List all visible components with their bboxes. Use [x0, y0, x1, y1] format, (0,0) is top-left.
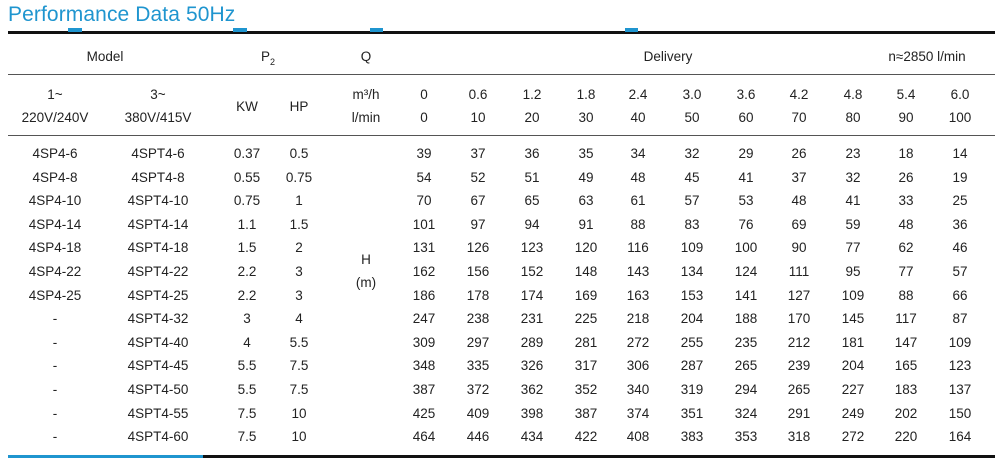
head-value: 152 — [520, 264, 544, 279]
head-value: 126 — [466, 240, 490, 255]
head-value: 297 — [466, 335, 490, 350]
head-value: 53 — [738, 193, 754, 208]
head-value: 131 — [412, 240, 436, 255]
head-value: 335 — [466, 358, 490, 373]
model-single-phase: 4SP4-22 — [28, 264, 82, 279]
power-hp: 7.5 — [289, 358, 309, 373]
head-value: 45 — [684, 170, 700, 185]
head-value: 109 — [841, 288, 865, 303]
header-q: Q — [360, 49, 372, 64]
head-value: 33 — [898, 193, 914, 208]
head-value: 156 — [466, 264, 490, 279]
head-value: 90 — [791, 240, 807, 255]
header-kw: KW — [236, 99, 258, 114]
flow-lmin-value: 90 — [898, 110, 914, 125]
head-value: 147 — [894, 335, 918, 350]
head-value: 109 — [680, 240, 704, 255]
head-value: 352 — [574, 382, 598, 397]
model-single-phase: 4SP4-8 — [32, 170, 78, 185]
head-value: 14 — [952, 146, 968, 161]
head-value: 137 — [948, 382, 972, 397]
head-value: 95 — [845, 264, 861, 279]
head-value: 94 — [524, 217, 540, 232]
head-value: 66 — [952, 288, 968, 303]
flow-lmin-value: 80 — [845, 110, 861, 125]
power-kw: 1.1 — [237, 217, 257, 232]
power-hp: 2 — [295, 240, 303, 255]
power-hp: 10 — [291, 406, 307, 421]
model-three-phase: 4SPT4-8 — [131, 170, 185, 185]
head-value: 326 — [520, 358, 544, 373]
power-kw: 0.37 — [233, 146, 261, 161]
head-value: 306 — [626, 358, 650, 373]
power-kw: 7.5 — [237, 429, 257, 444]
power-kw: 2.2 — [237, 264, 257, 279]
head-value: 51 — [524, 170, 540, 185]
head-value: 188 — [734, 311, 758, 326]
head-value: 387 — [574, 406, 598, 421]
head-value: 117 — [895, 311, 917, 326]
head-value: 48 — [791, 193, 807, 208]
flow-m3h-value: 0.6 — [468, 87, 488, 102]
head-value: 39 — [416, 146, 432, 161]
power-kw: 5.5 — [237, 382, 257, 397]
power-hp: 10 — [291, 429, 307, 444]
head-value: 374 — [626, 406, 650, 421]
head-value: 398 — [520, 406, 544, 421]
head-value: 204 — [680, 311, 704, 326]
power-kw: 0.55 — [233, 170, 261, 185]
head-value: 134 — [680, 264, 704, 279]
model-three-phase: 4SPT4-25 — [127, 288, 189, 303]
head-value: 23 — [845, 146, 861, 161]
head-value: 235 — [734, 335, 758, 350]
flow-lmin-value: 0 — [420, 110, 428, 125]
header-three-phase-voltage: 380V/415V — [124, 110, 192, 125]
head-value: 309 — [412, 335, 436, 350]
flow-m3h-value: 2.4 — [628, 87, 648, 102]
head-value: 289 — [520, 335, 544, 350]
head-value: 18 — [898, 146, 914, 161]
head-value: 353 — [734, 429, 758, 444]
model-three-phase: 4SPT4-10 — [127, 193, 189, 208]
head-value: 186 — [412, 288, 436, 303]
header-unit-m3h: m³/h — [352, 87, 380, 102]
head-value: 183 — [894, 382, 918, 397]
head-value: 372 — [466, 382, 490, 397]
head-label: H — [361, 252, 371, 267]
head-value: 123 — [520, 240, 544, 255]
head-value: 272 — [841, 429, 865, 444]
head-value: 291 — [787, 406, 811, 421]
flow-m3h-value: 0 — [420, 87, 428, 102]
head-value: 34 — [630, 146, 646, 161]
head-value: 227 — [841, 382, 865, 397]
page-title: Performance Data 50Hz — [8, 3, 236, 26]
model-single-phase: - — [52, 311, 58, 326]
head-value: 124 — [734, 264, 758, 279]
head-value: 231 — [520, 311, 544, 326]
head-value: 218 — [626, 311, 650, 326]
head-value: 294 — [734, 382, 758, 397]
head-value: 174 — [520, 288, 544, 303]
model-single-phase: 4SP4-10 — [28, 193, 82, 208]
flow-m3h-value: 1.2 — [522, 87, 542, 102]
head-value: 319 — [680, 382, 704, 397]
model-three-phase: 4SPT4-60 — [127, 429, 189, 444]
model-three-phase: 4SPT4-18 — [127, 240, 189, 255]
head-value: 62 — [898, 240, 914, 255]
head-value: 153 — [680, 288, 704, 303]
head-value: 383 — [680, 429, 704, 444]
head-value: 26 — [791, 146, 807, 161]
head-value: 272 — [626, 335, 650, 350]
head-value: 204 — [841, 358, 865, 373]
head-value: 46 — [952, 240, 968, 255]
head-value: 54 — [416, 170, 432, 185]
head-value: 48 — [630, 170, 646, 185]
power-hp: 0.5 — [289, 146, 309, 161]
flow-m3h-value: 4.8 — [843, 87, 863, 102]
power-kw: 7.5 — [237, 406, 257, 421]
head-value: 409 — [466, 406, 490, 421]
header-hp: HP — [289, 99, 309, 114]
model-single-phase: 4SP4-25 — [28, 288, 82, 303]
power-kw: 1.5 — [237, 240, 257, 255]
head-value: 100 — [734, 240, 758, 255]
head-value: 238 — [466, 311, 490, 326]
model-single-phase: - — [52, 429, 58, 444]
flow-lmin-value: 70 — [791, 110, 807, 125]
power-hp: 1 — [295, 193, 303, 208]
flow-lmin-value: 40 — [630, 110, 646, 125]
model-single-phase: - — [52, 406, 58, 421]
header-single-phase-voltage: 220V/240V — [21, 110, 89, 125]
flow-lmin-value: 100 — [948, 110, 972, 125]
head-value: 340 — [626, 382, 650, 397]
head-value: 32 — [684, 146, 700, 161]
head-value: 49 — [578, 170, 594, 185]
head-value: 164 — [948, 429, 972, 444]
head-value: 464 — [412, 429, 436, 444]
power-hp: 0.75 — [285, 170, 313, 185]
head-value: 67 — [470, 193, 486, 208]
head-value: 143 — [626, 264, 650, 279]
model-single-phase: 4SP4-18 — [28, 240, 82, 255]
head-value: 150 — [948, 406, 972, 421]
power-kw: 2.2 — [237, 288, 257, 303]
flow-lmin-value: 10 — [470, 110, 486, 125]
head-value: 318 — [787, 429, 811, 444]
head-value: 265 — [734, 358, 758, 373]
model-three-phase: 4SPT4-14 — [127, 217, 189, 232]
head-value: 91 — [578, 217, 594, 232]
head-value: 249 — [841, 406, 865, 421]
head-value: 362 — [520, 382, 544, 397]
head-value: 181 — [841, 335, 865, 350]
head-value: 220 — [894, 429, 918, 444]
head-value: 41 — [845, 193, 861, 208]
flow-lmin-value: 20 — [524, 110, 540, 125]
head-value: 116 — [627, 240, 649, 255]
head-value: 422 — [574, 429, 598, 444]
head-value: 425 — [412, 406, 436, 421]
header-delivery: Delivery — [643, 49, 693, 64]
model-single-phase: 4SP4-6 — [32, 146, 78, 161]
head-value: 101 — [412, 217, 436, 232]
model-three-phase: 4SPT4-32 — [127, 311, 189, 326]
model-three-phase: 4SPT4-40 — [127, 335, 189, 350]
head-value: 163 — [626, 288, 650, 303]
model-three-phase: 4SPT4-45 — [127, 358, 189, 373]
head-value: 76 — [738, 217, 754, 232]
flow-lmin-value: 30 — [578, 110, 594, 125]
head-value: 57 — [952, 264, 968, 279]
head-value: 169 — [574, 288, 598, 303]
head-value: 145 — [841, 311, 865, 326]
head-value: 26 — [898, 170, 914, 185]
head-value: 69 — [791, 217, 807, 232]
head-value: 324 — [734, 406, 758, 421]
head-value: 36 — [952, 217, 968, 232]
head-value: 59 — [845, 217, 861, 232]
head-value: 88 — [898, 288, 914, 303]
head-value: 348 — [412, 358, 436, 373]
head-value: 123 — [948, 358, 972, 373]
power-hp: 3 — [295, 264, 303, 279]
head-value: 351 — [680, 406, 704, 421]
head-value: 97 — [470, 217, 486, 232]
head-value: 141 — [734, 288, 758, 303]
head-value: 202 — [894, 406, 918, 421]
head-value: 63 — [578, 193, 594, 208]
head-value: 52 — [470, 170, 486, 185]
head-value: 109 — [948, 335, 972, 350]
header-single-phase: 1~ — [47, 87, 63, 102]
head-value: 111 — [788, 264, 810, 279]
head-value: 41 — [738, 170, 754, 185]
head-value: 317 — [574, 358, 598, 373]
head-value: 87 — [952, 311, 968, 326]
header-p2-subscript: 2 — [270, 57, 276, 67]
head-value: 255 — [680, 335, 704, 350]
head-value: 48 — [898, 217, 914, 232]
head-value: 148 — [574, 264, 598, 279]
model-single-phase: - — [52, 382, 58, 397]
header-model: Model — [86, 49, 124, 64]
head-value: 83 — [684, 217, 700, 232]
head-value: 77 — [845, 240, 861, 255]
power-kw: 5.5 — [237, 358, 257, 373]
flow-m3h-value: 3.6 — [736, 87, 756, 102]
power-hp: 7.5 — [289, 382, 309, 397]
head-value: 29 — [738, 146, 754, 161]
power-hp: 1.5 — [289, 217, 309, 232]
flow-lmin-value: 50 — [684, 110, 700, 125]
header-p2-label: P — [260, 49, 270, 64]
power-kw: 0.75 — [233, 193, 261, 208]
flow-m3h-value: 5.4 — [896, 87, 916, 102]
head-value: 247 — [412, 311, 436, 326]
power-kw: 4 — [243, 335, 251, 350]
model-single-phase: - — [52, 358, 58, 373]
header-three-phase: 3~ — [150, 87, 166, 102]
head-value: 57 — [684, 193, 700, 208]
flow-lmin-value: 60 — [738, 110, 754, 125]
head-value: 37 — [470, 146, 486, 161]
model-three-phase: 4SPT4-22 — [127, 264, 189, 279]
head-value: 25 — [952, 193, 968, 208]
head-value: 162 — [412, 264, 436, 279]
model-three-phase: 4SPT4-55 — [127, 406, 189, 421]
head-value: 387 — [412, 382, 436, 397]
head-value: 225 — [574, 311, 598, 326]
head-value: 434 — [520, 429, 544, 444]
power-hp: 4 — [295, 311, 303, 326]
head-value: 127 — [787, 288, 811, 303]
head-value: 178 — [466, 288, 490, 303]
head-value: 35 — [578, 146, 594, 161]
bottom-accent — [8, 455, 203, 458]
flow-m3h-value: 6.0 — [950, 87, 970, 102]
head-value: 170 — [787, 311, 811, 326]
header-speed: n≈2850 l/min — [888, 49, 966, 64]
model-three-phase: 4SPT4-50 — [127, 382, 189, 397]
head-value: 446 — [466, 429, 490, 444]
head-value: 61 — [630, 193, 646, 208]
power-kw: 3 — [243, 311, 251, 326]
head-value: 88 — [630, 217, 646, 232]
head-value: 165 — [894, 358, 918, 373]
head-value: 265 — [787, 382, 811, 397]
head-value: 120 — [574, 240, 598, 255]
model-single-phase: 4SP4-14 — [28, 217, 82, 232]
head-value: 77 — [898, 264, 914, 279]
head-unit: (m) — [355, 275, 377, 290]
head-value: 70 — [416, 193, 432, 208]
head-value: 281 — [574, 335, 598, 350]
model-three-phase: 4SPT4-6 — [131, 146, 185, 161]
flow-m3h-value: 3.0 — [682, 87, 702, 102]
head-value: 36 — [524, 146, 540, 161]
power-hp: 3 — [295, 288, 303, 303]
head-value: 32 — [845, 170, 861, 185]
head-value: 37 — [791, 170, 807, 185]
flow-m3h-value: 4.2 — [789, 87, 809, 102]
head-value: 287 — [680, 358, 704, 373]
head-value: 408 — [626, 429, 650, 444]
flow-m3h-value: 1.8 — [576, 87, 596, 102]
header-unit-lmin: l/min — [351, 110, 381, 125]
power-hp: 5.5 — [289, 335, 309, 350]
head-value: 65 — [524, 193, 540, 208]
head-value: 19 — [952, 170, 968, 185]
model-single-phase: - — [52, 335, 58, 350]
head-value: 239 — [787, 358, 811, 373]
head-value: 212 — [787, 335, 811, 350]
